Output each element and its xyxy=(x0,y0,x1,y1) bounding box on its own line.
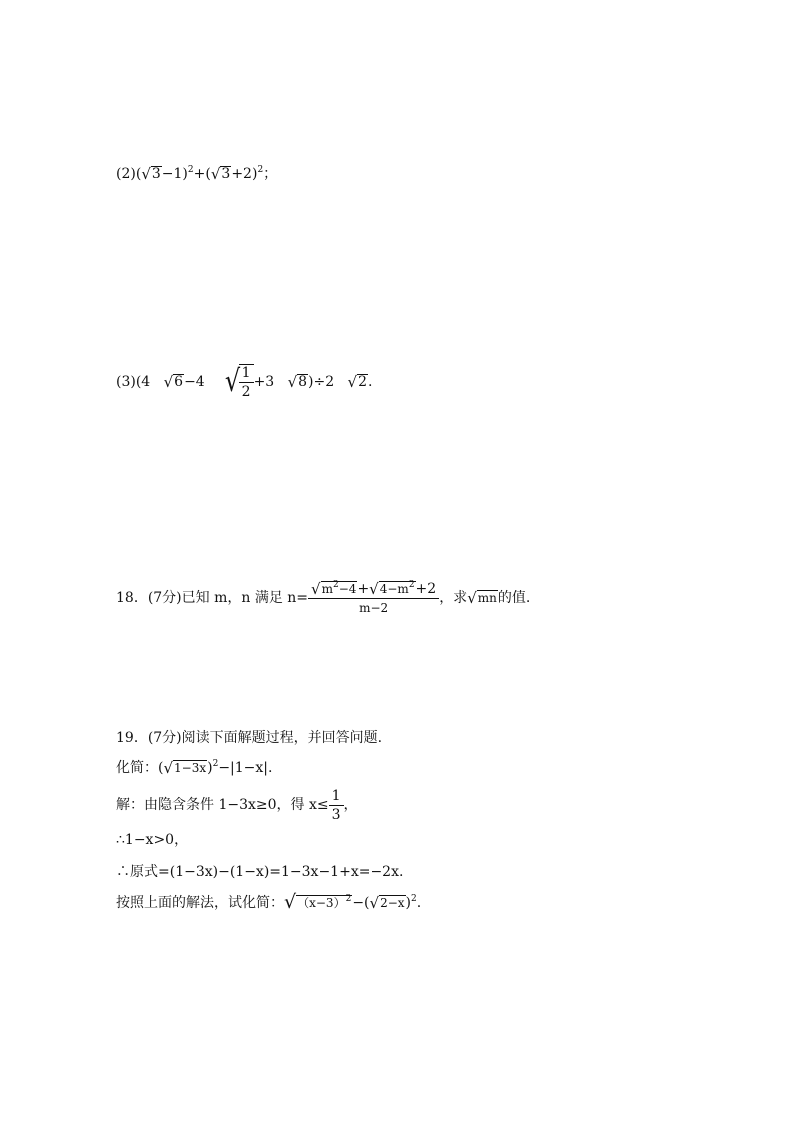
sqrt-symbol: √ xyxy=(369,894,380,912)
problem-2 xyxy=(116,165,277,183)
question-18-prefix: 18．(7分)已知 m，n 满足 n= xyxy=(116,590,309,606)
radicand: mn xyxy=(477,591,497,605)
expr-text: )÷2 xyxy=(308,374,335,390)
expr-text: ) xyxy=(405,895,412,911)
radicand: 3 xyxy=(151,166,161,182)
radicand: 6 xyxy=(174,374,184,390)
problem-2-label: (2) xyxy=(116,166,136,182)
sqrt-symbol: √ xyxy=(467,589,477,607)
fraction-denominator: 3 xyxy=(331,806,341,823)
radicand xyxy=(321,581,358,597)
expr-text: ) xyxy=(207,760,213,776)
expr-text: . xyxy=(368,374,373,390)
expr-text: + xyxy=(357,580,370,597)
fraction xyxy=(329,788,344,823)
sqrt-symbol: √ xyxy=(163,373,174,391)
question-18 xyxy=(116,578,530,618)
fraction-denominator: m−2 xyxy=(359,600,389,615)
expr-text: +2) xyxy=(231,166,258,182)
question-19-simplify xyxy=(116,759,272,777)
radicand: 8 xyxy=(298,374,308,390)
fraction-numerator: 1 xyxy=(239,365,254,383)
expr-text: +3 xyxy=(253,374,275,390)
expr-text: 解：由隐含条件 1−3x≥0，得 x≤ xyxy=(116,797,329,813)
expr-text: 化简：( xyxy=(116,760,164,776)
expr-text: +( xyxy=(193,166,211,182)
fraction-numerator: 1 xyxy=(329,788,344,806)
expr-text: ， xyxy=(343,797,358,813)
expr-text: +2 xyxy=(415,580,437,597)
sqrt-symbol: √ xyxy=(347,373,358,391)
radicand xyxy=(379,581,416,597)
sqrt-symbol: √ xyxy=(141,165,151,183)
fraction-denominator: 2 xyxy=(241,384,251,400)
question-19-title: 19．(7分)阅读下面解题过程，并回答问题. xyxy=(116,730,383,746)
sqrt-symbol: √ xyxy=(224,364,240,399)
exponent: 2 xyxy=(345,894,352,904)
fraction xyxy=(308,581,439,616)
question-19-task xyxy=(116,893,421,912)
expr-text: −( xyxy=(352,895,370,911)
sqrt-symbol: √ xyxy=(287,373,298,391)
sqrt-symbol: √ xyxy=(369,579,379,598)
exponent: 2 xyxy=(333,579,339,590)
fraction-numerator xyxy=(308,581,439,599)
radicand-text: 4−m xyxy=(379,581,409,596)
fraction xyxy=(239,364,254,400)
paren-open: ( xyxy=(135,166,142,182)
radicand-text: m xyxy=(321,581,333,596)
question-19-solution xyxy=(116,785,358,825)
radicand-text: −4 xyxy=(338,581,357,596)
radicand: 2−x xyxy=(380,896,405,910)
exponent: 2 xyxy=(411,894,417,904)
expr-text: ，求 xyxy=(439,590,468,606)
expr-text: −4 xyxy=(184,374,205,390)
radicand: 2 xyxy=(358,374,367,390)
problem-3-label: (3) xyxy=(116,374,136,390)
expr-text: 按照上面的解法，试化简： xyxy=(116,895,284,911)
exponent: 2 xyxy=(408,579,415,590)
expr-text: (4 xyxy=(135,374,151,390)
problem-3 xyxy=(116,362,372,402)
radicand: 3 xyxy=(221,166,231,182)
sqrt-symbol: √ xyxy=(210,165,221,183)
sqrt-symbol: √ xyxy=(163,759,174,777)
radicand: 1−3x xyxy=(174,761,207,775)
expr-text: 的值. xyxy=(497,590,531,606)
exponent: 2 xyxy=(257,165,264,175)
sqrt-symbol: √ xyxy=(284,891,297,913)
expr-text: . xyxy=(416,895,422,911)
radicand-text: （x−3） xyxy=(297,896,346,910)
sqrt-symbol: √ xyxy=(311,579,321,598)
exponent: 2 xyxy=(187,165,194,175)
radicand xyxy=(296,895,352,911)
question-19-step: ∴1−x>0， xyxy=(116,832,189,848)
expr-text: −|1−x|. xyxy=(218,760,273,776)
exponent: 2 xyxy=(212,759,219,769)
expr-text: ； xyxy=(263,166,278,182)
expr-text: −1) xyxy=(161,166,188,182)
question-19-step: ∴原式=(1−3x)−(1−x)=1−3x−1+x=−2x. xyxy=(116,864,404,880)
